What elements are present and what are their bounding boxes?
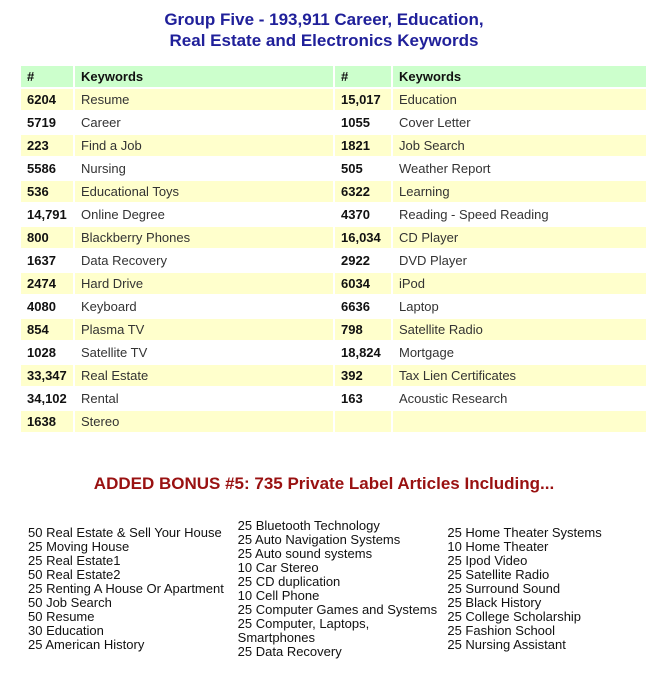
page-title-line-2: Real Estate and Electronics Keywords [169, 31, 479, 50]
bonus-list-item: 25 CD duplication [237, 574, 341, 589]
keyword-name: Rental [75, 388, 333, 409]
table-row [21, 89, 646, 110]
keyword-name [393, 411, 646, 432]
keyword-name: Nursing [75, 158, 333, 179]
bonus-list-item: 25 Fashion School [447, 623, 556, 638]
keyword-name: Online Degree [75, 204, 333, 225]
keyword-name: Educational Toys [75, 181, 333, 202]
keyword-count: 6322 [335, 181, 391, 202]
bonus-list-item: 25 College Scholarship [447, 609, 582, 624]
bonus-list-item: 10 Home Theater [447, 539, 549, 554]
keyword-count: 1638 [21, 411, 73, 432]
keyword-name: Laptop [393, 296, 646, 317]
keyword-count: 4370 [335, 204, 391, 225]
table-row [21, 342, 646, 363]
keyword-count: 854 [21, 319, 73, 340]
keyword-name: Stereo [75, 411, 333, 432]
bonus-list-item: 25 Data Recovery [237, 644, 342, 659]
keyword-name: Tax Lien Certificates [393, 365, 646, 386]
table-row [21, 112, 646, 133]
keyword-count: 33,347 [21, 365, 73, 386]
keyword-name: Resume [75, 89, 333, 110]
bonus-list-item: 50 Real Estate & Sell Your House [28, 525, 222, 540]
keyword-name: Hard Drive [75, 273, 333, 294]
keyword-count: 5586 [21, 158, 73, 179]
keyword-count: 14,791 [21, 204, 73, 225]
table-row [21, 411, 646, 432]
keyword-name: Plasma TV [75, 319, 333, 340]
keyword-count: 5719 [21, 112, 73, 133]
bonus-list-item: 25 Real Estate1 [28, 553, 121, 568]
bonus-heading: ADDED BONUS #5: 735 Private Label Articles Including... [93, 474, 555, 493]
keyword-count: 6204 [21, 89, 73, 110]
table-header-row [21, 66, 646, 87]
keyword-name: Reading - Speed Reading [393, 204, 646, 225]
keyword-name: Job Search [393, 135, 646, 156]
keyword-count: 798 [335, 319, 391, 340]
column-header-keywords-left: Keywords [75, 66, 333, 87]
keyword-count: 16,034 [335, 227, 391, 248]
column-header-count-right: # [335, 66, 391, 87]
keyword-name: Find a Job [75, 135, 333, 156]
bonus-list-item: 25 Renting A House Or Apartment [28, 581, 224, 596]
bonus-list-item: 25 Home Theater Systems [447, 525, 602, 540]
keyword-name: Satellite Radio [393, 319, 646, 340]
keyword-name: Learning [393, 181, 646, 202]
table-row [21, 296, 646, 317]
bonus-list-item: 25 Computer, Laptops, Smartphones [237, 616, 370, 645]
keyword-name: Acoustic Research [393, 388, 646, 409]
keyword-count: 1055 [335, 112, 391, 133]
bonus-article-lists [0, 519, 648, 659]
table-row [21, 273, 646, 294]
table-row [21, 319, 646, 340]
keyword-count: 505 [335, 158, 391, 179]
table-row [21, 365, 646, 386]
keyword-name: Keyboard [75, 296, 333, 317]
keyword-name: Cover Letter [393, 112, 646, 133]
keyword-name: Blackberry Phones [75, 227, 333, 248]
bonus-list-item: 25 Auto sound systems [237, 546, 373, 561]
keyword-count: 1821 [335, 135, 391, 156]
page-title-line-1: Group Five - 193,911 Career, Education, [164, 10, 484, 29]
bonus-column-1 [28, 526, 229, 652]
keyword-count: 15,017 [335, 89, 391, 110]
bonus-list-item: 25 Bluetooth Technology [237, 518, 380, 533]
keyword-count: 536 [21, 181, 73, 202]
bonus-list-item: 25 Moving House [28, 539, 130, 554]
keyword-name: Mortgage [393, 342, 646, 363]
table-row [21, 181, 646, 202]
bonus-list-item: 25 American History [28, 637, 145, 652]
table-row [21, 204, 646, 225]
table-row [21, 227, 646, 248]
keyword-name: Education [393, 89, 646, 110]
keyword-count: 6636 [335, 296, 391, 317]
bonus-list-item: 10 Cell Phone [237, 588, 320, 603]
keyword-count: 1028 [21, 342, 73, 363]
bonus-list-item: 10 Car Stereo [237, 560, 319, 575]
keyword-name: CD Player [393, 227, 646, 248]
bonus-list-item: 25 Satellite Radio [447, 567, 550, 582]
keyword-count: 2922 [335, 250, 391, 271]
keyword-count: 18,824 [335, 342, 391, 363]
page-title [0, 9, 648, 51]
bonus-column-2 [238, 519, 439, 659]
keyword-count: 800 [21, 227, 73, 248]
keyword-count: 223 [21, 135, 73, 156]
keyword-name: Real Estate [75, 365, 333, 386]
column-header-keywords-right: Keywords [393, 66, 646, 87]
bonus-list-item: 30 Education [28, 623, 104, 638]
bonus-list-item: 25 Auto Navigation Systems [237, 532, 401, 547]
bonus-list-item: 50 Resume [28, 609, 95, 624]
keyword-count: 2474 [21, 273, 73, 294]
keyword-name: Career [75, 112, 333, 133]
keyword-count: 34,102 [21, 388, 73, 409]
keyword-name: DVD Player [393, 250, 646, 271]
keyword-name: Data Recovery [75, 250, 333, 271]
bonus-list-item: 25 Black History [447, 595, 542, 610]
bonus-list-item: 50 Real Estate2 [28, 567, 121, 582]
bonus-list-item: 25 Nursing Assistant [447, 637, 566, 652]
keyword-count: 1637 [21, 250, 73, 271]
keyword-name: Satellite TV [75, 342, 333, 363]
keyword-count: 4080 [21, 296, 73, 317]
table-row [21, 158, 646, 179]
keyword-count: 163 [335, 388, 391, 409]
table-row [21, 388, 646, 409]
keyword-name: Weather Report [393, 158, 646, 179]
table-row [21, 250, 646, 271]
bonus-column-3 [447, 526, 648, 652]
bonus-list-item: 50 Job Search [28, 595, 112, 610]
bonus-list-item: 25 Ipod Video [447, 553, 528, 568]
column-header-count-left: # [21, 66, 73, 87]
bonus-list-item: 25 Computer Games and Systems [237, 602, 438, 617]
keyword-count: 6034 [335, 273, 391, 294]
keyword-name: iPod [393, 273, 646, 294]
table-row [21, 135, 646, 156]
keyword-count [335, 411, 391, 432]
keyword-count: 392 [335, 365, 391, 386]
bonus-list-item: 25 Surround Sound [447, 581, 561, 596]
keywords-table [19, 64, 648, 434]
